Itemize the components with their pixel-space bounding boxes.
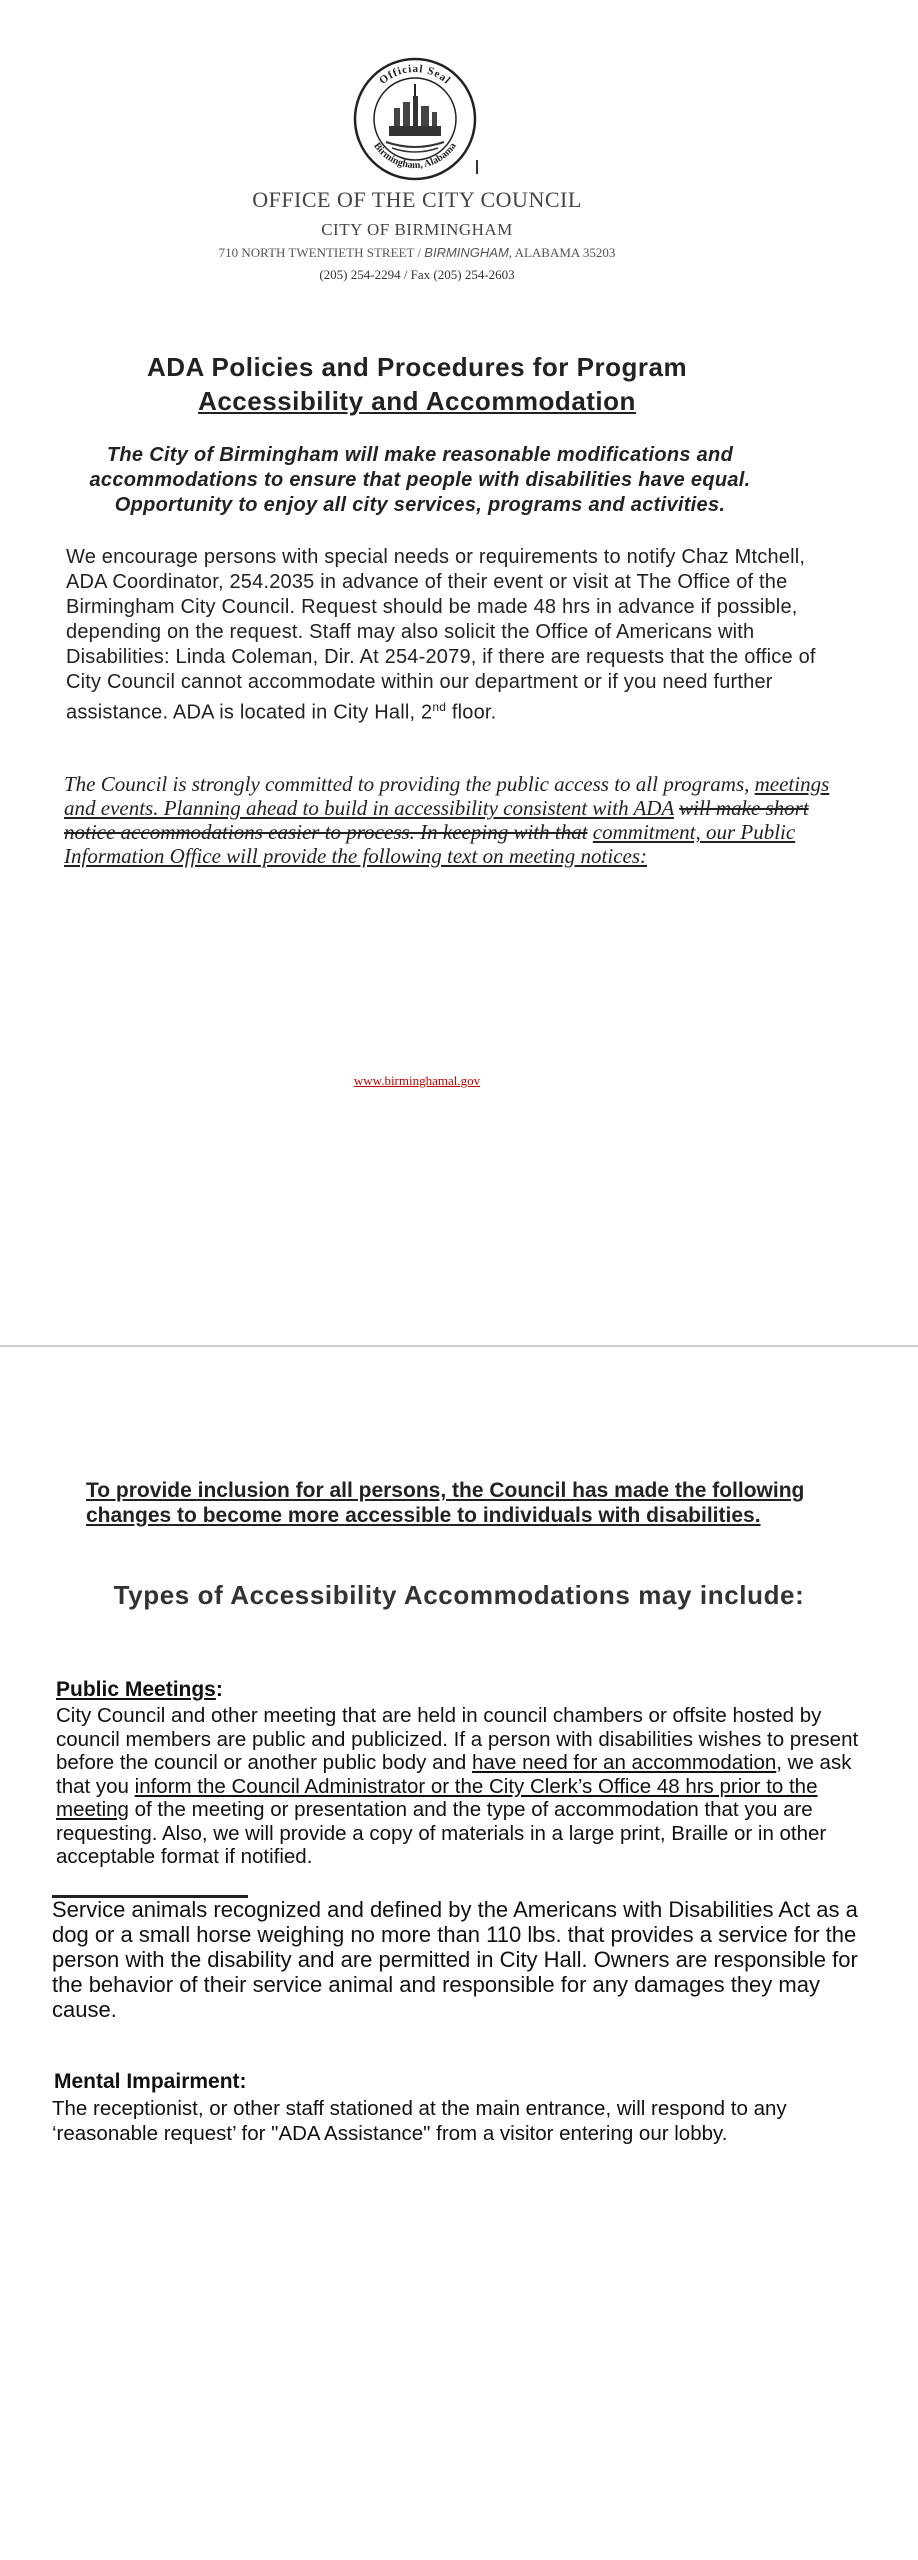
pm-text-3: of the meeting or presentation and the type of accommodation that you are requesting. Also, we will provide a copy of materials in a large print, Braille or in other acceptable format if notified. <box>56 1798 827 1868</box>
public-meetings-body <box>56 1704 876 1869</box>
public-meetings-label: Public Meetings <box>56 1678 216 1701</box>
address-city: BIRMINGHAM <box>424 245 509 260</box>
address-state: , ALABAMA 35203 <box>508 245 616 260</box>
mental-impairment-body: The receptionist, or other staff stationed at the main entrance, will respond to any ‘reasonable request’ for "ADA Assistance" from a visitor entering our lobby. <box>52 2097 787 2145</box>
website-link[interactable] <box>0 1073 834 1089</box>
title-line-2: Accessibility and Accommodation <box>198 386 636 416</box>
pm-underlined-1: have need for an accommodation <box>471 1751 777 1774</box>
encourage-superscript: nd <box>432 700 447 714</box>
pm-text-1: City Council and other meeting that are held in council chambers or offsite hosted by council members are public and publicized. If a person with disabilities wishes to present before the council or another public body and <box>56 1704 859 1774</box>
city-seal-icon <box>352 56 478 182</box>
encourage-text: We encourage persons with special needs or requirements to notify Chaz Mtchell, ADA Coordinator, 254.2035 in advance of their event or visit at The Office of the Birmingham City Council. Request should be made 48 hrs in advance if possible, depending on the request. Staff may also solicit the Office of Americans with Disabilities: Linda Coleman, Dir. At 254-2079, if there are requests that the office of City Council cannot accommodate within our department or if you need further assistance. ADA is located in City Hall, 2 <box>66 546 816 724</box>
encourage-paragraph <box>66 545 846 726</box>
public-meetings-heading <box>56 1678 223 1702</box>
service-animals-paragraph: Service animals recognized and defined by the Americans with Disabilities Act as a dog or a small horse weighing no more than 110 lbs. that provides a service for the person with the disability and are permitted in City Hall. Owners are responsible for the behavior of their service animal and responsible for any damages they may cause. <box>52 1897 858 2022</box>
website-url[interactable]: www.birminghamal.gov <box>353 1073 481 1088</box>
mental-impairment-heading: Mental Impairment: <box>54 2070 247 2093</box>
intro-statement: The City of Birmingham will make reasonable modifications and accommodations to ensure that people with disabilities have equal. Opportunity to enjoy all city services, programs and activities. <box>89 444 751 516</box>
commitment-text: The Council is strongly committed to providing the public access to all programs, <box>64 772 755 796</box>
commitment-underlined: meetings and events. Planning ahead to build in accessibility consistent with ADA <box>64 772 830 820</box>
inclusion-statement: To provide inclusion for all persons, the Council has made the following changes to become more accessible to individuals with disabilities. <box>86 1479 805 1527</box>
address <box>0 245 834 261</box>
title-line-1: ADA Policies and Procedures for Program <box>146 352 688 382</box>
document-title <box>0 350 834 418</box>
phone-fax: (205) 254-2294 / Fax (205) 254-2603 <box>319 267 515 282</box>
seal-mark <box>476 160 478 174</box>
pm-text-2: , we ask that you <box>56 1751 852 1798</box>
city-name: CITY OF BIRMINGHAM <box>321 220 513 239</box>
commitment-struck: will make short notice accommodations easier to process. In keeping with that <box>64 796 809 844</box>
address-street: 710 NORTH TWENTIETH STREET / <box>218 245 425 260</box>
public-meetings-colon: : <box>215 1678 223 1701</box>
commitment-paragraph <box>64 772 854 868</box>
encourage-text-end: floor. <box>446 701 497 724</box>
commitment-underlined-end: commitment, our Public Information Office will provide the following text on meeting notices: <box>64 820 796 868</box>
office-title: OFFICE OF THE CITY COUNCIL <box>252 187 582 212</box>
svg-text:Official Seal: Official Seal <box>377 62 454 87</box>
pm-underlined-2: inform the Council Administrator or the City Clerk’s Office 48 hrs prior to the meeting <box>56 1774 818 1821</box>
types-heading: Types of Accessibility Accommodations may include: <box>113 1580 805 1610</box>
svg-text:Birmingham, Alabama: Birmingham, Alabama <box>371 140 459 172</box>
